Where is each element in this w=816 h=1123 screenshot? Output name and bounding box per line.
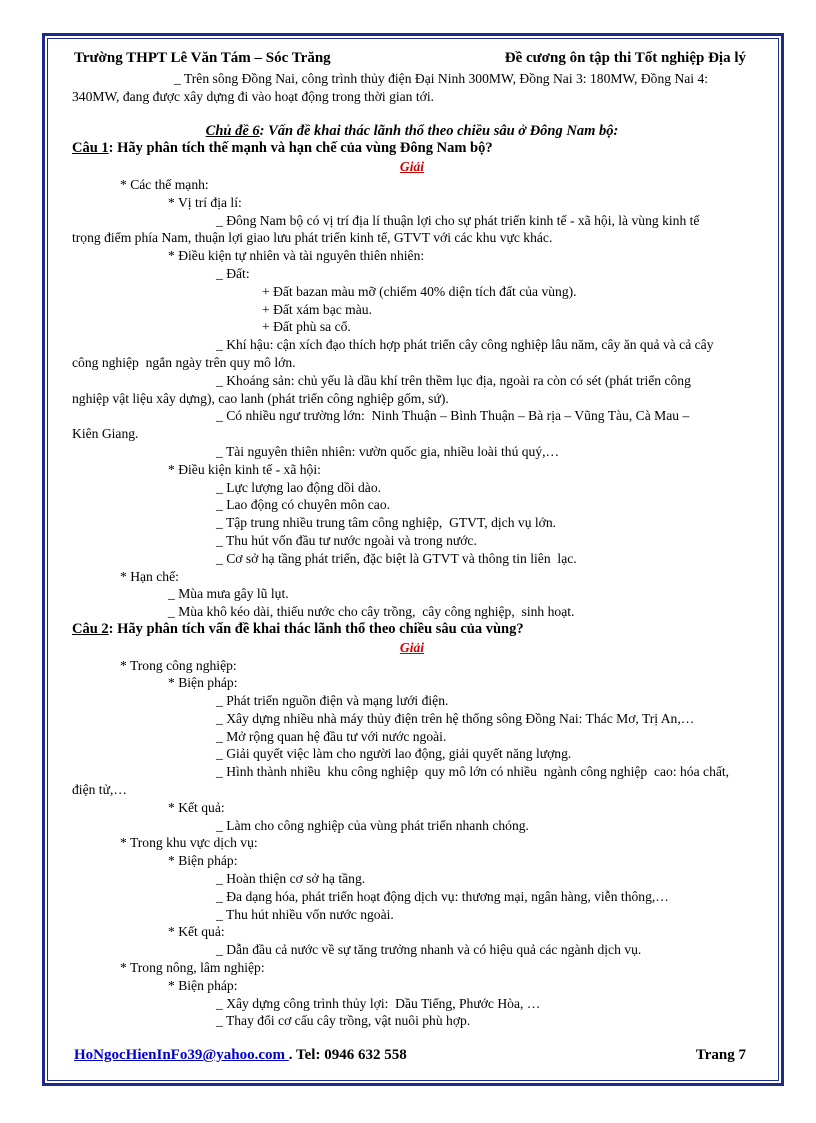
q1-line: _ Lực lượng lao động dồi dào. [216,479,382,495]
q2-line: _ Hoàn thiện cơ sở hạ tầng. [216,871,366,887]
q1-line: + Đất bazan màu mỡ (chiếm 40% diện tích đất của vùng). [262,283,577,299]
page-footer [74,1047,746,1064]
q2-line: điện tử,… [72,782,127,798]
answer-label-2: Giải [399,639,425,655]
q2-line: _ Đa dạng hóa, phát triển hoạt động dịch vụ: thương mại, ngân hàng, viễn thông,… [216,888,669,904]
q2-line: * Trong khu vực dịch vụ: [120,835,258,851]
topic-prefix: Chủ đề 6 [205,122,260,139]
q2-line: _ Xây dựng công trình thủy lợi: Dầu Tiếng, Phước Hòa, … [216,995,541,1011]
q2-line: _ Phát triển nguồn điện và mạng lưới điện. [216,693,449,709]
footer-contact [74,1047,407,1064]
school-name: Trường THPT Lê Văn Tám – Sóc Trăng [74,50,331,66]
q1-line: _ Thu hút vốn đầu tư nước ngoài và trong nước. [216,532,477,548]
q1-line: _ Lao động có chuyên môn cao. [216,497,391,513]
footer-phone: . Tel: 0946 632 558 [288,1047,407,1063]
q1-line: * Hạn chế: [120,568,179,584]
answer-label-1: Giải [399,159,425,175]
q2-line: * Biện pháp: [168,853,238,869]
q2-line: _ Mở rộng quan hệ đầu tư với nước ngoài. [216,728,447,744]
q2-line: * Trong nông, lâm nghiệp: [120,960,265,976]
q1-line: công nghiệp ngắn ngày trên quy mô lớn. [72,354,296,370]
q2-line: _ Thu hút nhiều vốn nước ngoài. [216,906,394,922]
topic-text: : Vấn đề khai thác lãnh thổ theo chiều sâu ở Đông Nam bộ: [259,122,619,139]
q1-line: _ Mùa mưa gây lũ lụt. [168,586,289,602]
q2-line: * Biện pháp: [168,675,238,691]
q1-line: _ Khoáng sản: chủ yếu là dầu khí trên thềm lục địa, ngoài ra còn có sét (phát triển công [216,372,691,388]
q2-line: _ Xây dựng nhiều nhà máy thủy điện trên hệ thống sông Đồng Nai: Thác Mơ, Trị An,… [216,710,695,726]
q2-line: _ Thay đổi cơ cấu cây trồng, vật nuôi phù hợp. [216,1013,471,1029]
q1-line: Kiên Giang. [72,426,139,442]
q2-line: _ Dẫn đầu cả nước về sự tăng trưởng nhanh và có hiệu quả các ngành dịch vụ. [216,942,642,958]
document-body [72,70,752,1030]
page-number: Trang 7 [695,1047,746,1063]
topic-heading [72,123,752,141]
page-header [74,50,746,67]
q2-line: _ Giải quyết việc làm cho người lao động, giải quyết năng lượng. [216,746,572,762]
email-link[interactable]: HoNgocHienInFo39@yahoo.com [74,1047,289,1063]
question-2-answer [72,657,752,1031]
q1-line: _ Cơ sở hạ tầng phát triển, đặc biệt là GTVT và thông tin liên lạc. [216,550,577,566]
q2-line: _ Hình thành nhiều khu công nghiệp quy mô lớn có nhiều ngành công nghiệp cao: hóa chất, [216,764,730,780]
q1-line: * Điều kiện kinh tế - xã hội: [168,461,321,477]
q1-line: * Các thế mạnh: [120,176,209,192]
q1-line: _ Khí hậu: cận xích đạo thích hợp phát triển cây công nghiệp lâu năm, cây ăn quả và cả cây [216,337,714,353]
q1-line: _ Tập trung nhiều trung tâm công nghiệp, GTVT, dịch vụ lớn. [216,515,557,531]
q2-line: _ Làm cho công nghiệp của vùng phát triển nhanh chóng. [216,817,529,833]
question-2-text: : Hãy phân tích vấn đề khai thác lãnh thổ theo chiều sâu của vùng? [108,620,524,637]
question-1 [72,140,752,158]
question-1-answer [72,176,752,621]
q1-line: _ Mùa khô kéo dài, thiếu nước cho cây trồng, cây công nghiệp, sinh hoạt. [168,604,575,620]
intro-line-1: _ Trên sông Đồng Nai, công trình thủy điện Đại Ninh 300MW, Đồng Nai 3: 180MW, Đồng Nai 4: [174,71,709,86]
q1-line: _ Đất: [216,265,250,281]
q1-line: * Vị trí địa lí: [168,194,242,210]
q1-line: + Đất xám bạc màu. [262,301,372,317]
q1-line: _ Đông Nam bộ có vị trí địa lí thuận lợi cho sự phát triển kinh tế - xã hội, là vùng kinh tế [216,212,700,228]
q1-line: + Đất phù sa cổ. [262,319,351,335]
q1-line: _ Tài nguyên thiên nhiên: vườn quốc gia, nhiều loài thú quý,… [216,443,560,459]
question-1-text: : Hãy phân tích thế mạnh và hạn chế của vùng Đông Nam bộ? [108,140,493,157]
q2-line: * Kết quả: [168,924,225,940]
question-2-label: Câu 2 [72,620,109,637]
q1-line: trọng điểm phía Nam, thuận lợi giao lưu phát triển kinh tế, GTVT với các khu vực khác. [72,230,553,246]
q1-line: _ Có nhiều ngư trường lớn: Ninh Thuận – Bình Thuận – Bà rịa – Vũng Tàu, Cà Mau – [216,408,690,424]
document-title: Đề cương ôn tập thi Tốt nghiệp Địa lý [504,50,746,66]
q2-line: * Trong công nghiệp: [120,657,237,673]
q2-line: * Biện pháp: [168,977,238,993]
q2-line: * Kết quả: [168,799,225,815]
q1-line: nghiệp vật liệu xây dựng), cao lanh (phát triển công nghiệp gốm, sứ). [72,390,449,406]
intro-line-2: 340MW, đang được xây dựng đi vào hoạt động trong thời gian tới. [72,88,435,104]
question-1-label: Câu 1 [72,140,109,157]
q1-line: * Điều kiện tự nhiên và tài nguyên thiên nhiên: [168,248,425,264]
question-2 [72,621,752,639]
